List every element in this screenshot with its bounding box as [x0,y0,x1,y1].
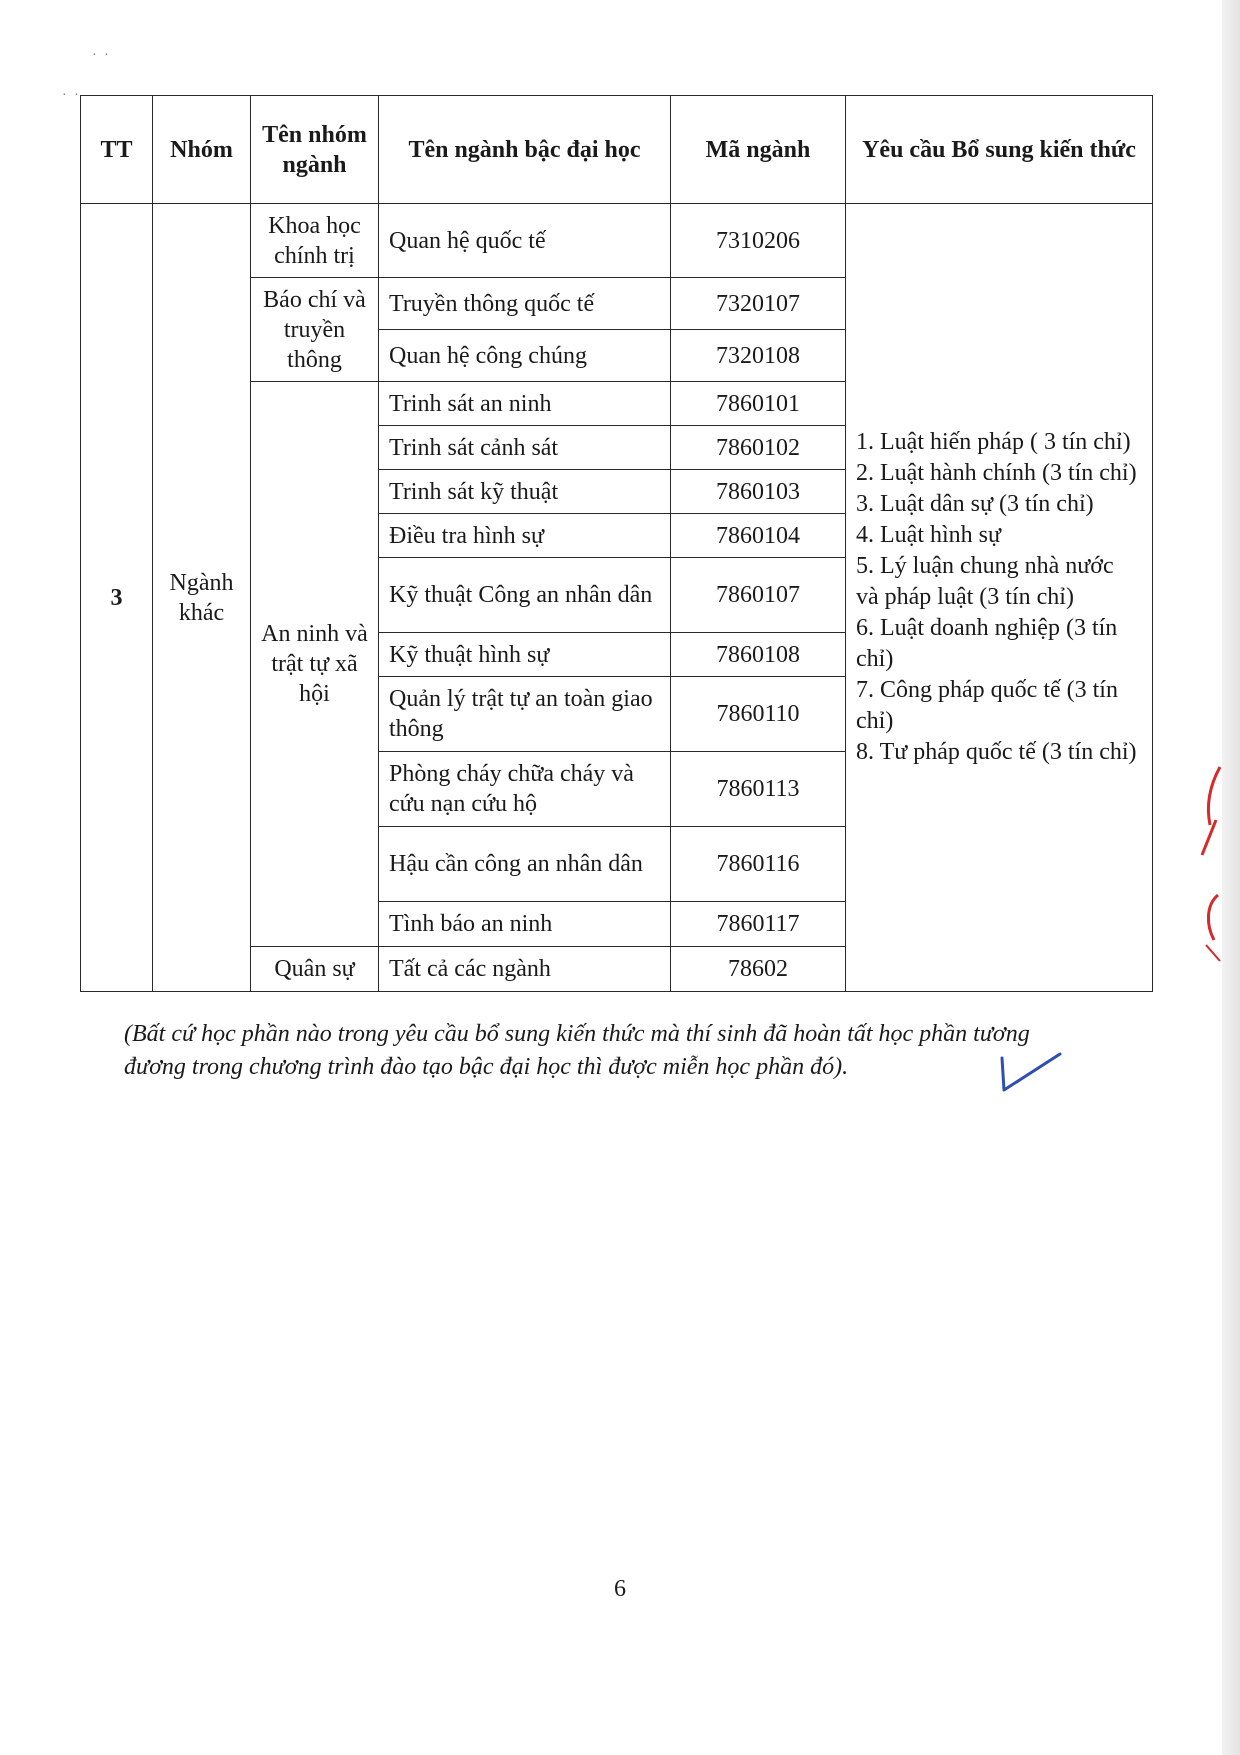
scan-mark: · · [62,88,81,103]
group-name-cell: An ninh và trật tự xã hội [251,382,379,947]
major-code-cell: 7860117 [671,902,846,947]
major-name-cell: Tình báo an ninh [379,902,671,947]
major-code-cell: 7860101 [671,382,846,426]
majors-table [80,95,1153,992]
requirement-item: 5. Lý luận chung nhà nước và pháp luật (3 tín chỉ) [856,553,1114,610]
scan-mark: · · [92,48,111,63]
major-code-cell: 7860103 [671,470,846,514]
requirement-item: 6. Luật doanh nghiệp (3 tín chỉ) [856,615,1118,672]
major-code-cell: 7320108 [671,330,846,382]
header-group: Nhóm [153,96,251,204]
major-code-cell: 78602 [671,947,846,992]
major-code-cell: 7310206 [671,204,846,278]
row-group: Ngành khác [153,204,251,992]
major-name-cell: Truyền thông quốc tế [379,278,671,330]
group-name-cell: Báo chí và truyền thông [251,278,379,382]
requirement-item: 8. Tư pháp quốc tế (3 tín chỉ) [856,739,1137,765]
major-name-cell: Kỹ thuật hình sự [379,633,671,677]
requirement-item: 4. Luật hình sự [856,522,1001,548]
requirement-item: 2. Luật hành chính (3 tín chỉ) [856,460,1137,486]
major-name-cell: Trinh sát an ninh [379,382,671,426]
major-code-cell: 7860110 [671,677,846,752]
major-code-cell: 7860113 [671,752,846,827]
major-name-cell: Tất cả các ngành [379,947,671,992]
major-code-cell: 7860108 [671,633,846,677]
requirement-item: 1. Luật hiến pháp ( 3 tín chỉ) [856,429,1131,455]
page-number: 6 [614,1576,626,1602]
group-name-cell: Quân sự [251,947,379,992]
major-code-cell: 7860104 [671,514,846,558]
header-requirement: Yêu cầu Bổ sung kiến thức [846,96,1153,204]
page-edge-shadow [1222,0,1240,1755]
major-name-cell: Phòng cháy chữa cháy và cứu nạn cứu hộ [379,752,671,827]
requirements-cell [846,204,1153,992]
major-name-cell: Quan hệ quốc tế [379,204,671,278]
row-tt: 3 [81,204,153,992]
requirement-item: 3. Luật dân sự (3 tín chỉ) [856,491,1094,517]
major-code-cell: 7860102 [671,426,846,470]
major-name-cell: Quan hệ công chúng [379,330,671,382]
major-name-cell: Trinh sát cảnh sát [379,426,671,470]
footnote: (Bất cứ học phần nào trong yêu cầu bổ sung kiến thức mà thí sinh đã hoàn tất học phần tương đương trong chương trình đào tạo bậc đại học thì được miễn học phần đó). [124,1021,1030,1080]
major-name-cell: Trinh sát kỹ thuật [379,470,671,514]
header-tt: TT [81,96,153,204]
major-name-cell: Kỹ thuật Công an nhân dân [379,558,671,633]
table-row [81,204,1153,278]
header-code: Mã ngành [671,96,846,204]
red-stamp-edge-icon [1196,765,1222,965]
major-code-cell: 7320107 [671,278,846,330]
requirement-item: 7. Công pháp quốc tế (3 tín chỉ) [856,677,1118,734]
table-header-row [81,96,1153,204]
major-name-cell: Hậu cần công an nhân dân [379,827,671,902]
group-name-cell: Khoa học chính trị [251,204,379,278]
header-major-name: Tên ngành bậc đại học [379,96,671,204]
major-code-cell: 7860107 [671,558,846,633]
major-name-cell: Quản lý trật tự an toàn giao thông [379,677,671,752]
major-name-cell: Điều tra hình sự [379,514,671,558]
major-code-cell: 7860116 [671,827,846,902]
handwritten-tick-icon [998,1048,1068,1098]
header-group-name: Tên nhóm ngành [251,96,379,204]
